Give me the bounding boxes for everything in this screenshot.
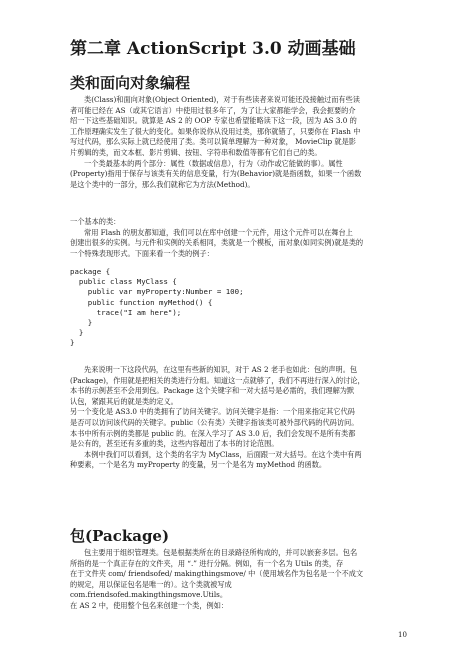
text-line: 在于文件夹 com/ friendsofed/ makingthingsmove/ 中（使用域名作为包名是一个不成文	[70, 569, 364, 579]
text-line: 一个特殊表现形式。下面来看一个类的例子：	[70, 248, 214, 258]
section-heading-classes-oop: 类和面向对象编程	[70, 74, 191, 92]
intro-paragraphs	[70, 95, 415, 190]
text-line: 在 AS 2 中，使用整个包名来创建一个类，例如：	[70, 600, 229, 610]
text-line: 所指的是一个真正存在的文件夹，用 “.” 进行分隔。例如，有一个名为 Utils 的类，存	[70, 558, 344, 568]
text-line: 先来说明一下这段代码，在这里有些新的知识，对于 AS 2 老手也如此：包的声明。包	[84, 365, 358, 374]
text-line: (Package)，作用就是把相关的类进行分组。知道这一点就够了，我们不再进行深入的讨论，	[70, 375, 365, 385]
text-line: 认包，紧跟其后的就是类的定义。	[70, 396, 178, 406]
text-line: 创建出很多的实例。与元件和实例的关系相同，类就是一个模板，而对象(如同实例)就是类的	[70, 238, 364, 248]
text-line: 常用 Flash 的朋友都知道，我们可以在库中创建一个元件，用这个元件可以在舞台上	[84, 227, 353, 237]
code-line: public function myMethod() {	[70, 297, 213, 307]
text-line: 是公有的，甚至还有多重的类，这些内容超出了本书的讨论范围。	[70, 439, 279, 449]
text-line: com.friendsofed.makingthingsmove.Utils。	[70, 590, 228, 600]
text-line: 类(Class)和面向对象(Object Oriented)，对于有些读者来说可能还没接触过而有些读	[84, 95, 360, 104]
package-paragraph	[70, 548, 415, 612]
code-example	[70, 267, 415, 349]
text-line: 片剪辑的类，而文本框、影片剪辑、按钮、字符串和数值等都有它们自己的类。	[70, 147, 322, 157]
code-line: }	[70, 317, 93, 327]
code-line: }	[70, 338, 75, 348]
code-line: trace("I am here");	[70, 307, 182, 317]
text-line: 绍一下这些基础知识。就算是 AS 2 的 OOP 专家也希望能略读下这一段，因为 AS 3.0 的	[70, 116, 357, 126]
text-line: 种要素，一个是名为 myProperty 的变量，另一个是名为 myMethod 的函数。	[70, 460, 327, 470]
explanation-paragraphs	[70, 365, 415, 471]
text-line: (Property)指用于保存与该类有关的信息变量，行为(Behavior)就是指函数，如果一个函数	[70, 169, 362, 179]
text-line: 的规定，用以保证包名是唯一的）。这个类就被写成	[70, 579, 232, 589]
code-line: public var myProperty:Number = 100;	[70, 287, 244, 297]
text-line: 工作原理确实发生了很大的变化。如果你说你从没用过类，那你就错了，只要你在 Flash 中	[70, 126, 361, 136]
page-number: 10	[398, 631, 407, 639]
text-line: 另一个变化是 AS3.0 中的类拥有了访问关键字。访问关键字是指：一个用来指定其它代码	[70, 407, 355, 417]
chapter-title: 第二章 ActionScript 3.0 动画基础	[70, 39, 356, 59]
text-line: 本书中所有示例的类都是 public 的。在深入学习了 AS 3.0 后，我们会发现不是所有类都	[70, 428, 356, 438]
text-line: 一个类最基本的两个部分：属性（数据或信息），行为（动作或它能做的事）。属性	[84, 158, 343, 168]
code-line: }	[70, 328, 84, 338]
section-heading-package: 包(Package)	[70, 527, 170, 545]
code-line: package {	[70, 267, 111, 276]
text-line: 包主要用于组织管理类。包是根据类所在的目录路径所构成的，并可以嵌套多层。包名	[84, 548, 358, 557]
text-line: 是这个类中的一部分，那么我们就称它为方法(Method)。	[70, 179, 255, 189]
basic-class-paragraph	[70, 217, 415, 259]
code-line: public class MyClass {	[70, 277, 177, 287]
text-line: 一个基本的类：	[70, 217, 121, 226]
text-line: 写过代码，那么实际上就已经使用了类。类可以简单理解为一种对象， MovieClip 就是影	[70, 137, 356, 147]
text-line: 本例中我们可以看到，这个类的名字为 MyClass，后面跟一对大括号。在这个类中有两	[84, 449, 362, 459]
text-line: 者可能已经在 AS（或其它语言）中使用过很多年了，为了让大家都能学会，我会扼要的介	[70, 105, 356, 115]
text-line: 是否可以访问该代码的关键字。public（公有类）关键字指该类可被外部代码的代码访问。	[70, 417, 359, 427]
text-line: 本书的示例甚至不会用到包。Package 这个关键字和一对大括号是必需的，我们理解为默	[70, 386, 355, 396]
